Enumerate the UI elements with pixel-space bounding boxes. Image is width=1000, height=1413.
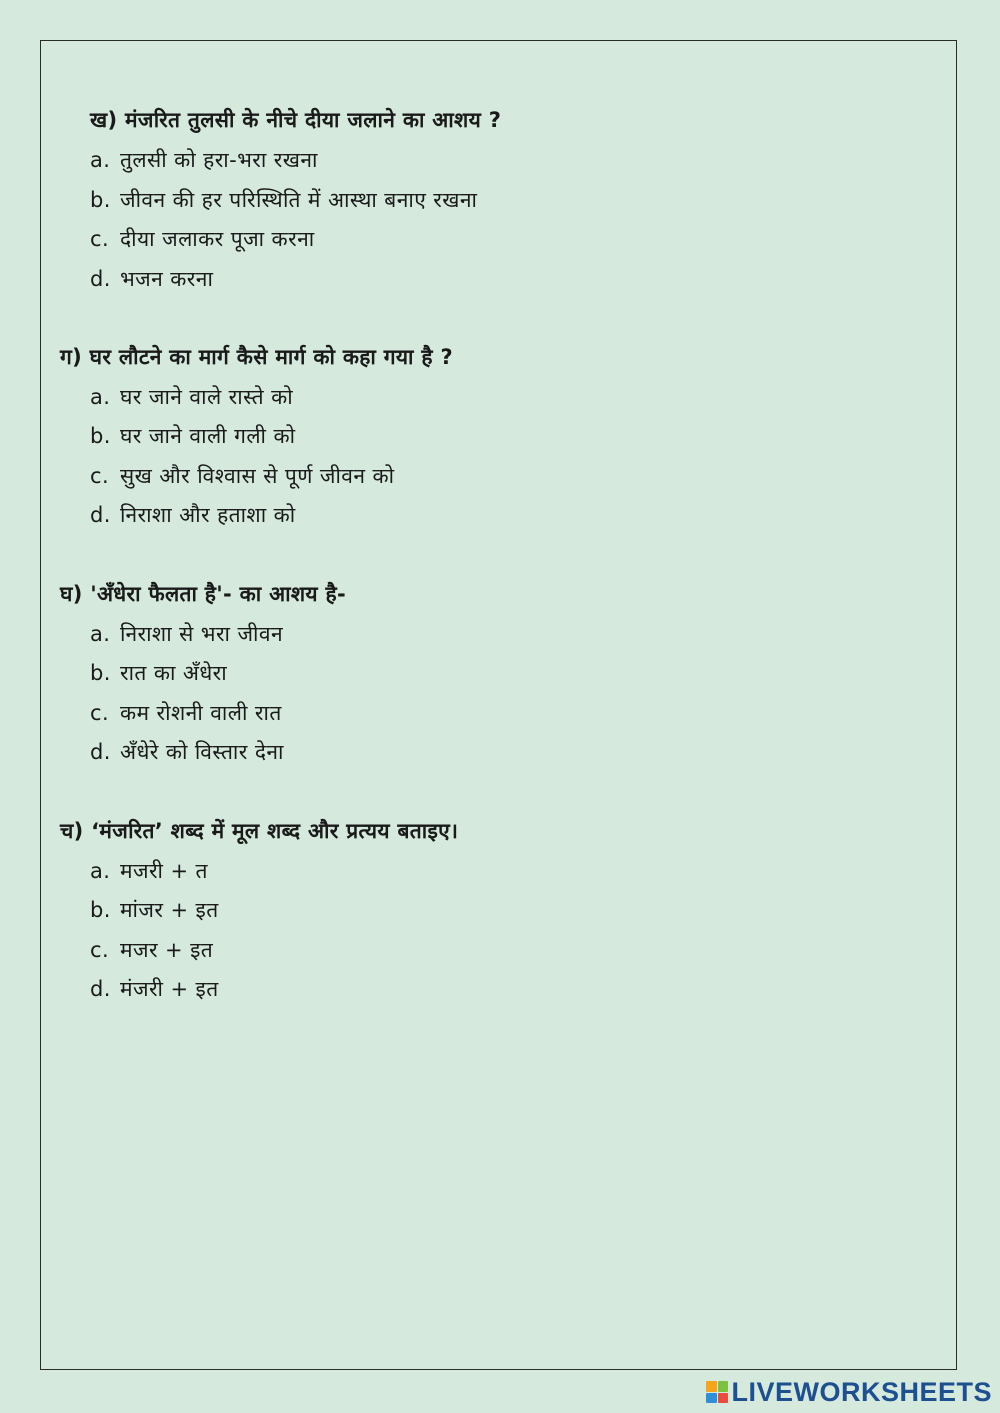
option-text: मजरी + त bbox=[120, 859, 208, 883]
option-kha-a[interactable] bbox=[90, 146, 318, 174]
option-letter: d. bbox=[90, 503, 111, 527]
logo-cell bbox=[718, 1381, 729, 1392]
option-letter: b. bbox=[90, 188, 111, 212]
option-cha-c[interactable] bbox=[90, 936, 213, 964]
option-text: घर जाने वाली गली को bbox=[120, 424, 296, 448]
option-letter: c. bbox=[90, 227, 110, 251]
option-gha-b[interactable] bbox=[90, 659, 227, 687]
option-letter: a. bbox=[90, 148, 111, 172]
question-gha: घ) 'अँधेरा फैलता है'- का आशय है- bbox=[60, 582, 346, 606]
option-kha-d[interactable] bbox=[90, 265, 213, 293]
option-text: निराशा और हताशा को bbox=[120, 503, 296, 527]
option-text: मांजर + इत bbox=[120, 898, 219, 922]
option-text: तुलसी को हरा-भरा रखना bbox=[120, 148, 318, 172]
liveworksheets-brand[interactable] bbox=[706, 1375, 992, 1409]
option-letter: b. bbox=[90, 661, 111, 685]
option-letter: b. bbox=[90, 424, 111, 448]
option-text: भजन करना bbox=[120, 267, 214, 291]
option-letter: c. bbox=[90, 938, 110, 962]
option-text: निराशा से भरा जीवन bbox=[120, 622, 284, 646]
option-letter: d. bbox=[90, 977, 111, 1001]
option-cha-d[interactable] bbox=[90, 975, 219, 1003]
option-text: मजर + इत bbox=[120, 938, 214, 962]
option-cha-a[interactable] bbox=[90, 857, 208, 885]
option-kha-c[interactable] bbox=[90, 225, 315, 253]
option-gha-a[interactable] bbox=[90, 620, 283, 648]
option-text: घर जाने वाले रास्ते को bbox=[120, 385, 294, 409]
option-letter: d. bbox=[90, 740, 111, 764]
question-ga: ग) घर लौटने का मार्ग कैसे मार्ग को कहा गया है ? bbox=[60, 345, 453, 369]
liveworksheets-logo-icon bbox=[706, 1381, 728, 1403]
question-cha: च) ‘मंजरित’ शब्द में मूल शब्द और प्रत्यय बताइए। bbox=[60, 819, 459, 843]
option-ga-b[interactable] bbox=[90, 422, 295, 450]
option-text: अँधेरे को विस्तार देना bbox=[120, 740, 284, 764]
brand-text: LIVEWORKSHEETS bbox=[731, 1376, 992, 1407]
option-kha-b[interactable] bbox=[90, 186, 477, 214]
option-ga-c[interactable] bbox=[90, 462, 394, 490]
question-kha: ख) मंजरित तुलसी के नीचे दीया जलाने का आशय ? bbox=[90, 108, 502, 132]
option-letter: a. bbox=[90, 859, 111, 883]
option-text: कम रोशनी वाली रात bbox=[120, 701, 282, 725]
logo-cell bbox=[706, 1381, 717, 1392]
option-text: जीवन की हर परिस्थिति में आस्था बनाए रखना bbox=[120, 188, 478, 212]
option-gha-d[interactable] bbox=[90, 738, 284, 766]
option-letter: a. bbox=[90, 385, 111, 409]
option-text: दीया जलाकर पूजा करना bbox=[120, 227, 315, 251]
option-text: रात का अँधेरा bbox=[120, 661, 228, 685]
option-letter: a. bbox=[90, 622, 111, 646]
option-text: सुख और विश्वास से पूर्ण जीवन को bbox=[120, 464, 395, 488]
option-ga-a[interactable] bbox=[90, 383, 293, 411]
logo-cell bbox=[706, 1393, 717, 1404]
option-letter: d. bbox=[90, 267, 111, 291]
option-letter: c. bbox=[90, 701, 110, 725]
option-gha-c[interactable] bbox=[90, 699, 282, 727]
option-text: मंजरी + इत bbox=[120, 977, 219, 1001]
logo-cell bbox=[718, 1393, 729, 1404]
option-cha-b[interactable] bbox=[90, 896, 219, 924]
option-letter: c. bbox=[90, 464, 110, 488]
option-letter: b. bbox=[90, 898, 111, 922]
option-ga-d[interactable] bbox=[90, 501, 296, 529]
